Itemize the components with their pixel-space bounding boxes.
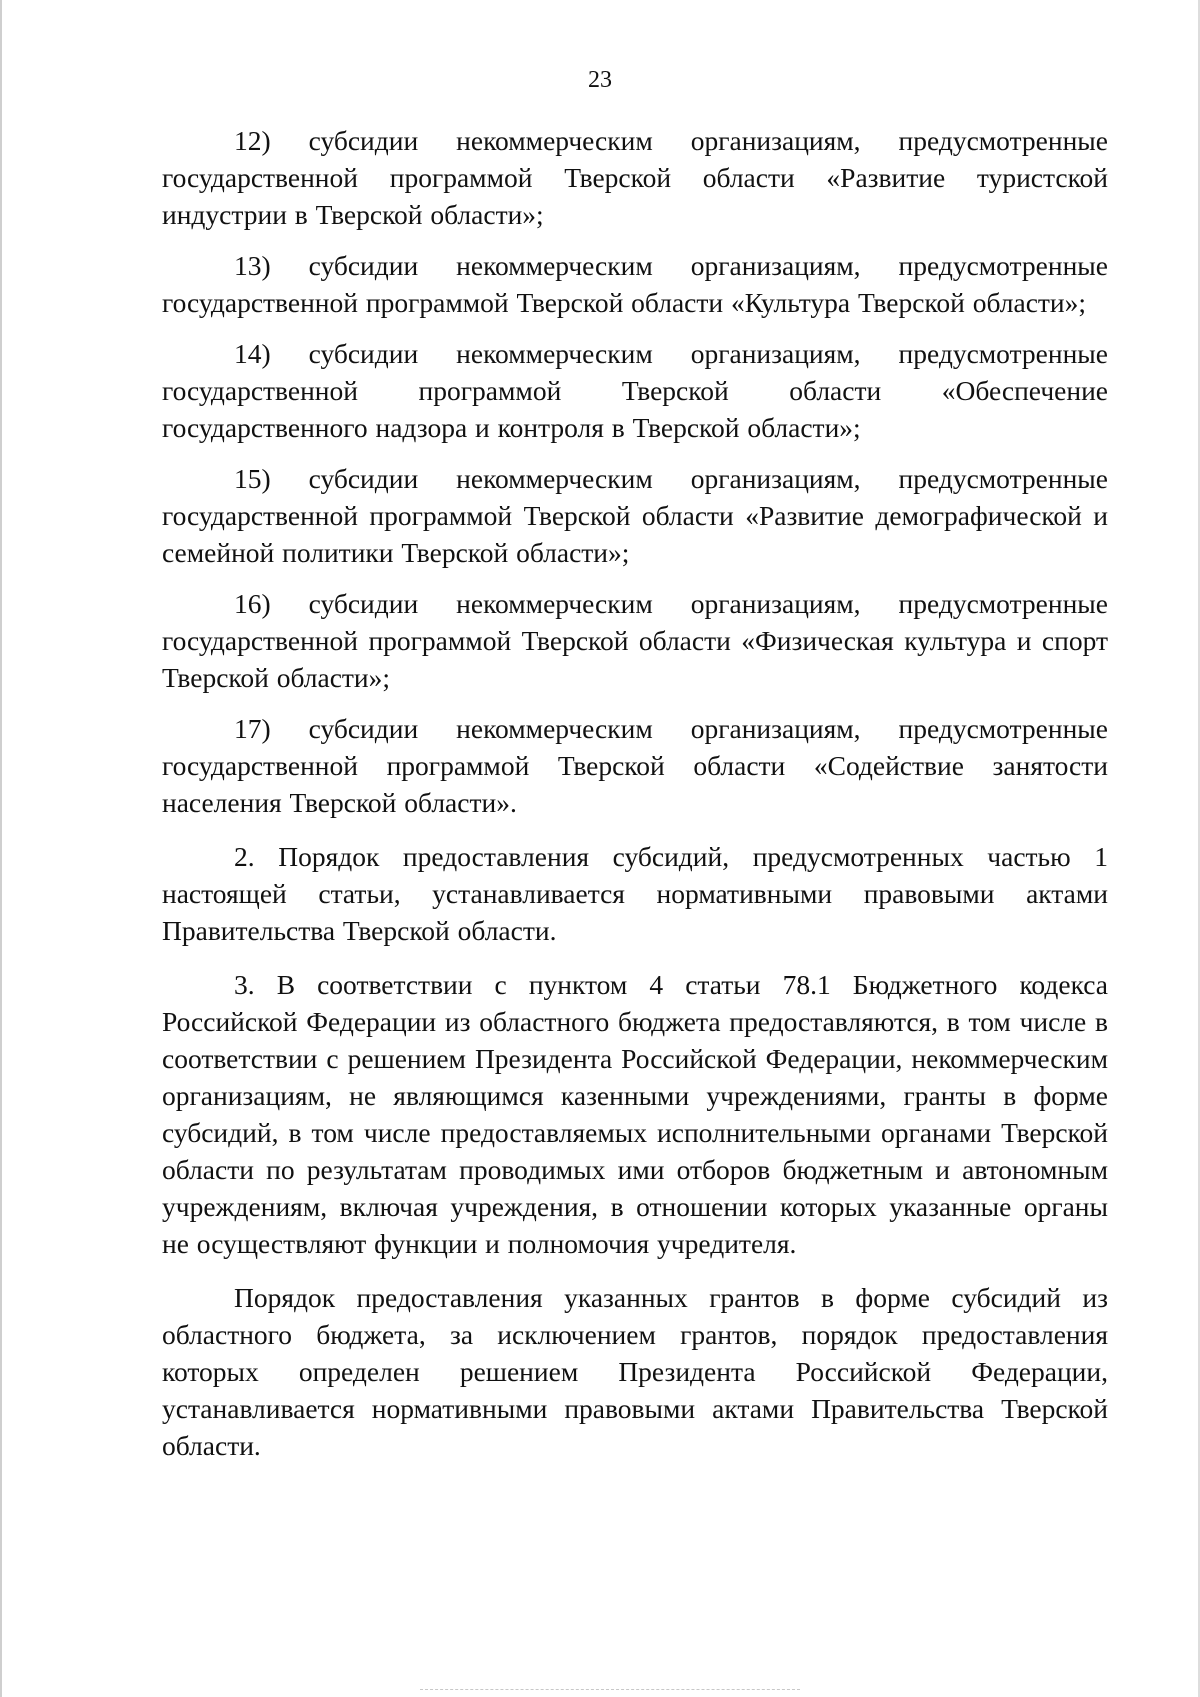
page-edge-left [0,0,2,1697]
page-number: 23 [588,67,612,93]
scan-bottom-artifact [420,1689,800,1691]
paragraph-part-3: 3. В соответствии с пунктом 4 статьи 78.1 Бюджетного кодекса Российской Федерации из областного бюджета предоставляются, в том числе в соответствии с решением Президента Российской Федерации, некоммерческим организациям, не являющимся казенными учреждениями, гранты в форме субсидий, в том числе предоставляемых исполнительными органами Тверской области по результатам проводимых ими отборов бюджетным и автономным учреждениям, включая учреждения, в отношении которых указанные органы не осуществляют функции и полномочия учредителя. [162,969,1108,1259]
paragraph-item-12: 12) субсидии некоммерческим организациям, предусмотренные государственной программой Тверской области «Развитие туристской индустрии в Тверской области»; [162,125,1108,230]
paragraph-item-16: 16) субсидии некоммерческим организациям, предусмотренные государственной программой Тверской области «Физическая культура и спорт Тверской области»; [162,588,1108,693]
document-body [162,122,1108,1478]
paragraph-part-2: 2. Порядок предоставления субсидий, предусмотренных частью 1 настоящей статьи, устанавливается нормативными правовыми актами Правительства Тверской области. [162,841,1108,946]
paragraph-item-15: 15) субсидии некоммерческим организациям, предусмотренные государственной программой Тверской области «Развитие демографической и семейной политики Тверской области»; [162,463,1108,568]
paragraph-item-13: 13) субсидии некоммерческим организациям, предусмотренные государственной программой Тверской области «Культура Тверской области»; [162,250,1108,318]
paragraph-grants-procedure: Порядок предоставления указанных грантов в форме субсидий из областного бюджета, за исключением грантов, порядок предоставления которых определен решением Президента Российской Федерации, устанавливается нормативными правовыми актами Правительства Тверской области. [162,1282,1108,1461]
paragraph-item-14: 14) субсидии некоммерческим организациям, предусмотренные государственной программой Тверской области «Обеспечение государственного надзора и контроля в Тверской области»; [162,338,1108,443]
paragraph-item-17: 17) субсидии некоммерческим организациям, предусмотренные государственной программой Тверской области «Содействие занятости населения Тверской области». [162,713,1108,818]
